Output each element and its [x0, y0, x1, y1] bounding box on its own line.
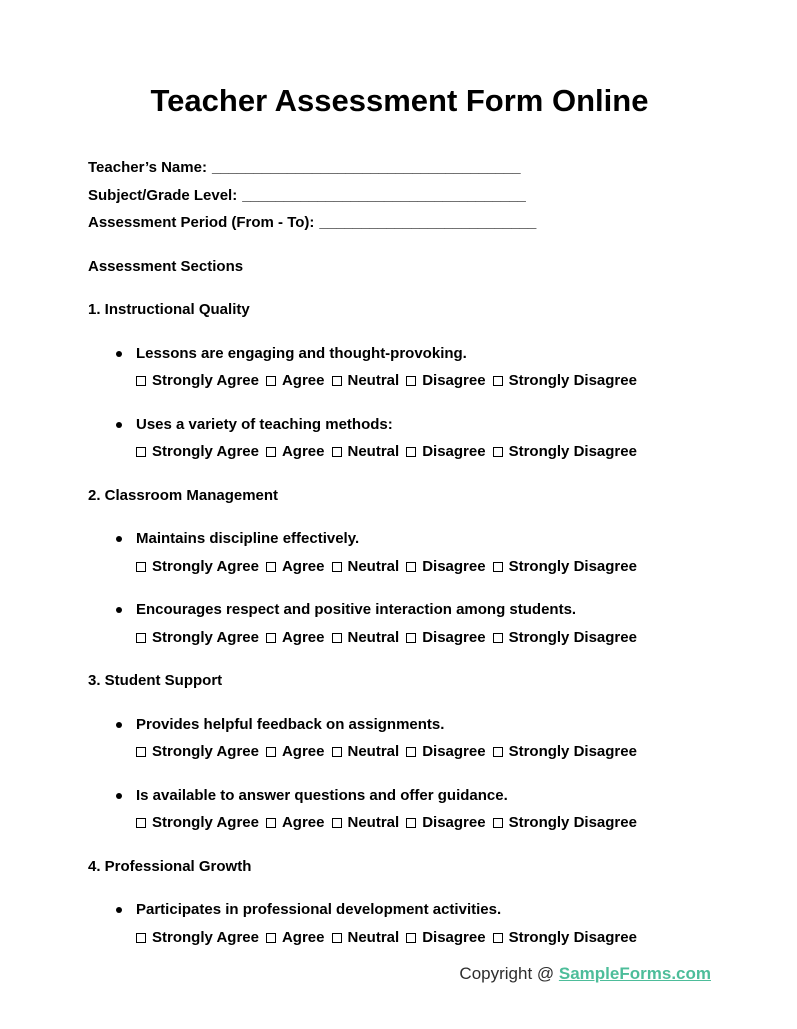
rating-option: [493, 743, 637, 760]
checkbox-icon[interactable]: [136, 818, 146, 828]
assessment-item: [88, 525, 711, 580]
rating-option: [406, 629, 485, 646]
rating-option: [493, 814, 637, 831]
checkbox-icon[interactable]: [493, 933, 503, 943]
rating-option: [266, 743, 325, 760]
rating-option: [332, 443, 400, 460]
checkbox-icon[interactable]: [406, 447, 416, 457]
rating-option: [266, 443, 325, 460]
rating-option: [136, 443, 259, 460]
rating-option: [332, 929, 400, 946]
item-statement: Maintains discipline effectively.: [136, 530, 360, 547]
checkbox-icon[interactable]: [493, 818, 503, 828]
bullet-icon: [116, 422, 122, 428]
rating-option-label: Strongly Disagree: [508, 814, 637, 831]
rating-options-row: [136, 809, 711, 837]
bullet-icon: [116, 536, 122, 542]
checkbox-icon[interactable]: [136, 933, 146, 943]
checkbox-icon[interactable]: [332, 633, 342, 643]
rating-option: [406, 558, 485, 575]
rating-option-label: Disagree: [422, 372, 486, 389]
checkbox-icon[interactable]: [266, 562, 276, 572]
rating-option-label: Strongly Disagree: [508, 628, 637, 646]
checkbox-icon[interactable]: [493, 447, 503, 457]
rating-option-label: Disagree: [422, 814, 486, 831]
rating-option-label: Strongly Agree: [152, 814, 259, 831]
rating-option-label: Strongly Agree: [152, 628, 259, 646]
rating-option: [266, 558, 325, 575]
rating-option: [406, 372, 485, 389]
rating-option: [136, 629, 259, 646]
rating-option-label: Strongly Disagree: [508, 372, 637, 389]
section-heading-professional-growth: 4. Professional Growth: [88, 857, 252, 875]
rating-options-row: [136, 624, 711, 652]
rating-option: [266, 629, 325, 646]
checkbox-icon[interactable]: [136, 562, 146, 572]
checkbox-icon[interactable]: [406, 747, 416, 757]
rating-option: [266, 372, 325, 389]
bullet-icon: [116, 722, 122, 728]
rating-option-label: Disagree: [422, 743, 486, 760]
section-heading-classroom-management: 2. Classroom Management: [88, 486, 279, 504]
rating-option: [136, 743, 259, 760]
item-statement: Uses a variety of teaching methods:: [136, 415, 393, 433]
rating-option-label: Strongly Disagree: [508, 928, 637, 946]
rating-option-label: Neutral: [347, 443, 400, 460]
rating-option-label: Strongly Agree: [152, 928, 259, 946]
rating-option: [332, 629, 400, 646]
rating-option: [493, 443, 637, 460]
field-blank-assessment-period[interactable]: __________________________: [319, 214, 537, 231]
rating-option: [493, 372, 637, 389]
field-subject-grade: [88, 182, 711, 210]
rating-option: [136, 929, 259, 946]
rating-option-label: Strongly Disagree: [508, 443, 637, 460]
rating-option: [332, 558, 400, 575]
rating-option-label: Agree: [281, 628, 325, 646]
checkbox-icon[interactable]: [493, 633, 503, 643]
rating-option-label: Neutral: [347, 743, 400, 760]
field-assessment-period: [88, 209, 711, 237]
rating-option: [136, 558, 259, 575]
item-statement: Is available to answer questions and offer guidance.: [136, 786, 508, 804]
field-teacher-name: [88, 154, 711, 182]
rating-option-label: Strongly Agree: [152, 443, 259, 460]
checkbox-icon[interactable]: [406, 562, 416, 572]
item-statement: Provides helpful feedback on assignments.: [136, 715, 445, 733]
checkbox-icon[interactable]: [266, 633, 276, 643]
checkbox-icon[interactable]: [493, 562, 503, 572]
copyright-text: Copyright @: [459, 964, 559, 983]
rating-option-label: Disagree: [422, 928, 486, 946]
assessment-item: [88, 782, 711, 837]
rating-option-label: Agree: [281, 743, 325, 760]
field-label-teacher-name: Teacher’s Name:: [88, 159, 207, 176]
rating-option-label: Disagree: [422, 557, 486, 575]
rating-option-label: Strongly Agree: [152, 372, 259, 389]
checkbox-icon[interactable]: [332, 818, 342, 828]
rating-option-label: Strongly Agree: [152, 557, 259, 575]
checkbox-icon[interactable]: [266, 747, 276, 757]
field-blank-subject-grade[interactable]: __________________________________: [242, 186, 526, 204]
field-label-assessment-period: Assessment Period (From - To):: [88, 214, 315, 231]
rating-options-row: [136, 738, 711, 766]
sections-heading: Assessment Sections: [88, 257, 244, 275]
rating-option: [406, 443, 485, 460]
checkbox-icon[interactable]: [266, 933, 276, 943]
rating-option-label: Agree: [281, 372, 325, 389]
rating-option: [332, 814, 400, 831]
rating-option-label: Neutral: [347, 814, 400, 831]
checkbox-icon[interactable]: [332, 562, 342, 572]
footer: [459, 962, 711, 986]
item-statement: Participates in professional development activities.: [136, 901, 502, 918]
rating-option: [136, 814, 259, 831]
rating-options-row: [136, 367, 711, 395]
section-heading-instructional-quality: 1. Instructional Quality: [88, 301, 250, 318]
rating-option: [493, 629, 637, 646]
checkbox-icon[interactable]: [332, 933, 342, 943]
rating-option: [493, 558, 637, 575]
rating-option-label: Strongly Disagree: [508, 557, 637, 575]
rating-option-label: Strongly Agree: [152, 743, 259, 760]
checkbox-icon[interactable]: [266, 376, 276, 386]
rating-options-row: [136, 438, 711, 466]
checkbox-icon[interactable]: [136, 633, 146, 643]
rating-option: [406, 814, 485, 831]
rating-option-label: Agree: [281, 928, 325, 946]
brand-link[interactable]: SampleForms.com: [558, 964, 711, 983]
checkbox-icon[interactable]: [493, 747, 503, 757]
checkbox-icon[interactable]: [136, 447, 146, 457]
rating-option: [406, 929, 485, 946]
rating-option: [266, 929, 325, 946]
bullet-icon: [116, 351, 122, 357]
item-statement: Lessons are engaging and thought-provoking.: [136, 344, 467, 362]
checkbox-icon[interactable]: [332, 747, 342, 757]
checkbox-icon[interactable]: [406, 376, 416, 386]
checkbox-icon[interactable]: [332, 376, 342, 386]
checkbox-icon[interactable]: [493, 376, 503, 386]
assessment-item: [88, 896, 711, 951]
rating-option: [493, 929, 637, 946]
item-statement: Encourages respect and positive interaction among students.: [136, 601, 577, 618]
header-fields: [88, 154, 711, 237]
assessment-item: [88, 340, 711, 395]
document-content: [0, 82, 797, 951]
rating-option-label: Neutral: [347, 928, 400, 946]
rating-option-label: Disagree: [422, 443, 486, 460]
rating-option-label: Neutral: [347, 372, 400, 389]
bullet-icon: [116, 907, 122, 913]
rating-option: [332, 743, 400, 760]
rating-option-label: Disagree: [422, 628, 486, 646]
rating-option: [266, 814, 325, 831]
rating-option-label: Neutral: [347, 628, 400, 646]
rating-option-label: Neutral: [347, 557, 400, 575]
bullet-icon: [116, 793, 122, 799]
rating-options-row: [136, 924, 711, 952]
checkbox-icon[interactable]: [266, 818, 276, 828]
checkbox-icon[interactable]: [406, 633, 416, 643]
field-blank-teacher-name[interactable]: _____________________________________: [211, 159, 521, 176]
rating-option-label: Agree: [281, 814, 325, 831]
field-label-subject-grade: Subject/Grade Level:: [88, 186, 238, 204]
assessment-item: [88, 596, 711, 651]
rating-option-label: Strongly Disagree: [508, 743, 637, 760]
checkbox-icon[interactable]: [266, 447, 276, 457]
checkbox-icon[interactable]: [136, 747, 146, 757]
checkbox-icon[interactable]: [136, 376, 146, 386]
rating-option: [332, 372, 400, 389]
rating-options-row: [136, 553, 711, 581]
assessment-item: [88, 711, 711, 766]
rating-option-label: Agree: [281, 557, 325, 575]
page-title: Teacher Assessment Form Online: [150, 83, 649, 118]
rating-option: [136, 372, 259, 389]
rating-option: [406, 743, 485, 760]
checkbox-icon[interactable]: [406, 933, 416, 943]
rating-option-label: Agree: [281, 443, 325, 460]
assessment-item: [88, 411, 711, 466]
checkbox-icon[interactable]: [332, 447, 342, 457]
bullet-icon: [116, 607, 122, 613]
checkbox-icon[interactable]: [406, 818, 416, 828]
section-heading-student-support: 3. Student Support: [88, 672, 223, 689]
